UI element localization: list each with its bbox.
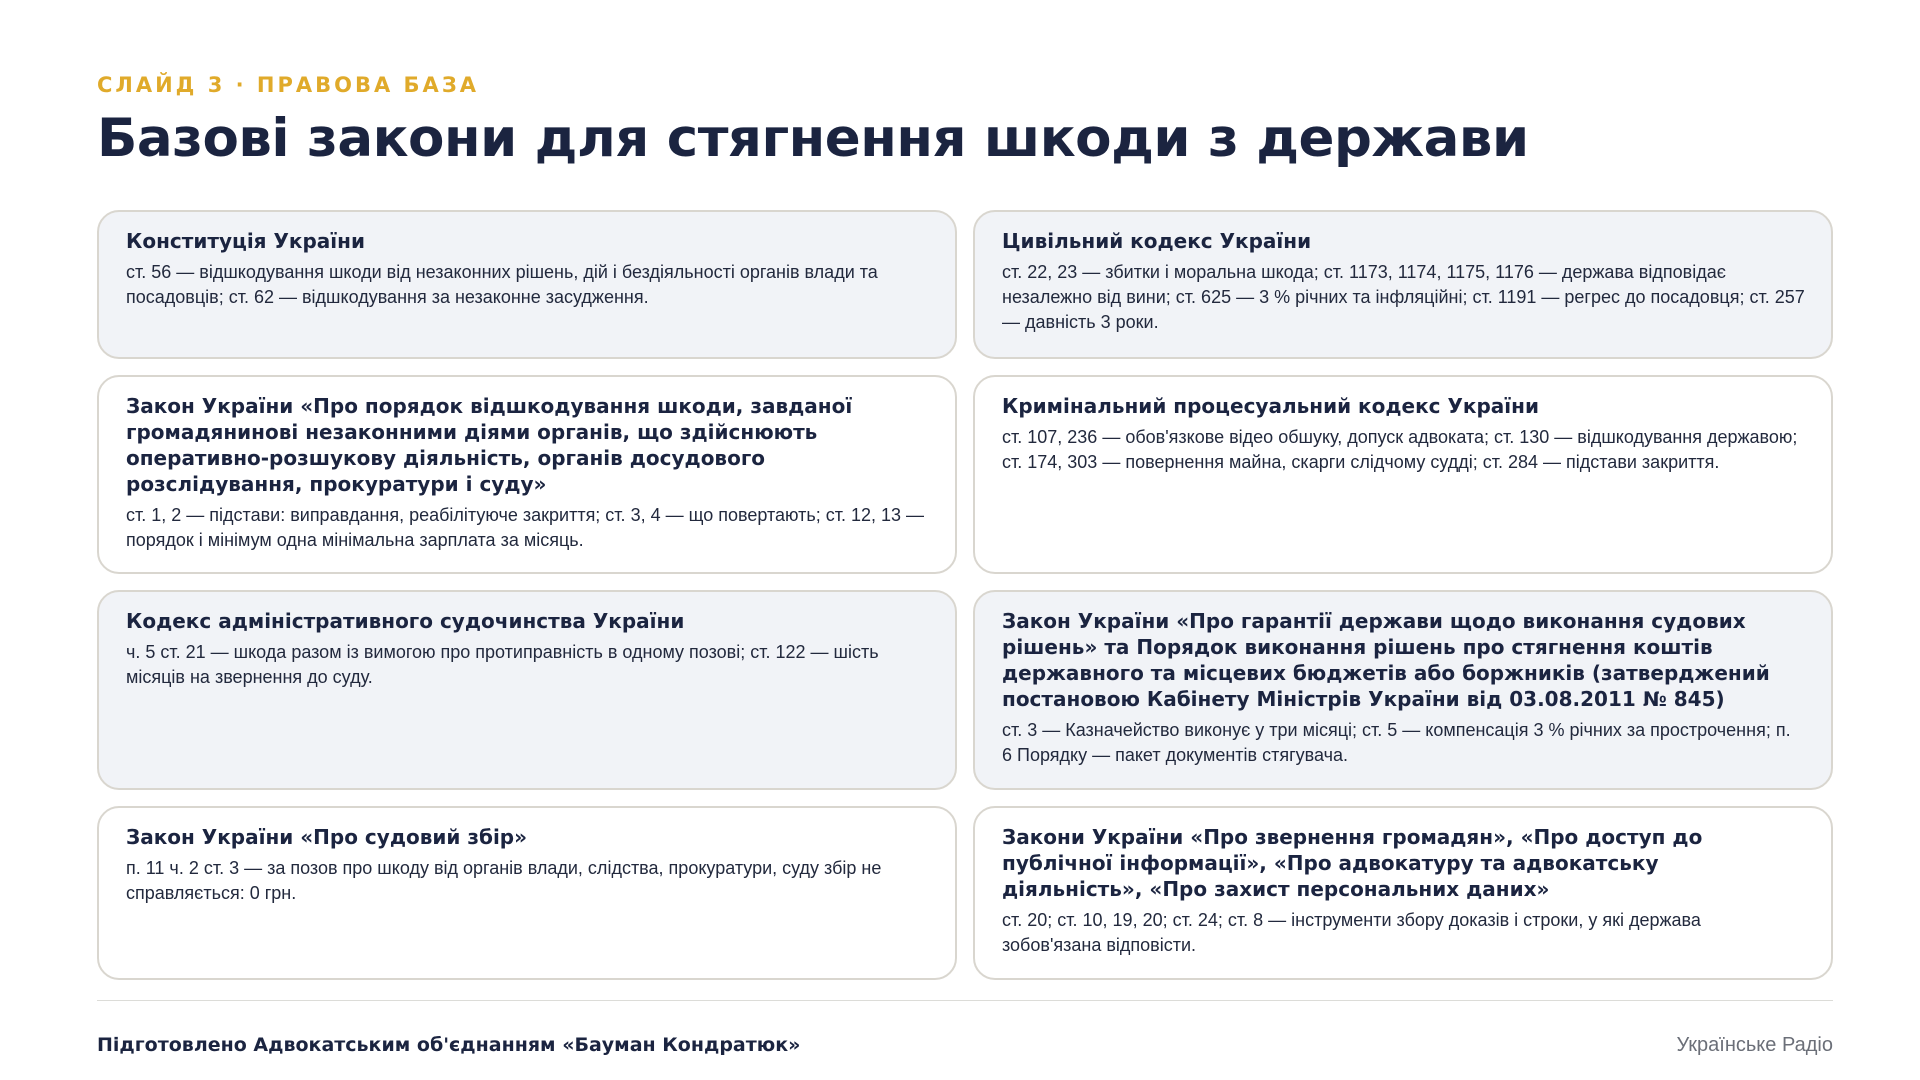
law-card-title: Конституція України (126, 229, 365, 253)
law-card-title: Закони України «Про звернення громадян», «Про доступ до публічної інформації», «Про адвокатуру та адвокатську діяльність», «Про захист персональних даних» (1002, 825, 1703, 901)
slide (97, 0, 1833, 1080)
law-card-body: п. 11 ч. 2 ст. 3 — за позов про шкоду від органів влади, слідства, прокуратури, суду збір не справляється: 0 грн. (126, 858, 882, 903)
law-card-criminal-procedure-code (973, 375, 1833, 574)
law-card-title: Закон України «Про судовий збір» (126, 825, 528, 849)
footer-source: Українське Радіо (1676, 1034, 1833, 1056)
footer-divider (97, 1000, 1833, 1001)
slide-eyebrow: СЛАЙД 3 · ПРАВОВА БАЗА (97, 73, 479, 97)
law-card-court-fee-law (97, 806, 957, 980)
footer-prepared-by: Підготовлено Адвокатським об'єднанням «Бауман Кондратюк» (97, 1034, 801, 1056)
law-card-title: Кодекс адміністративного судочинства України (126, 609, 685, 633)
law-card-civil-code (973, 210, 1833, 359)
law-card-body: ст. 107, 236 — обов'язкове відео обшуку, допуск адвоката; ст. 130 — відшкодування державою; ст. 174, 303 — повернення майна, скарги слідчому судді; ст. 284 — підстави закриття. (1002, 427, 1798, 472)
law-card-constitution (97, 210, 957, 359)
law-card-title: Закон України «Про порядок відшкодування шкоди, завданої громадянинові незаконними діями органів, що здійснюють оперативно-розшукову діяльність, органів досудового розслідування, прокуратури і суду» (126, 394, 853, 496)
law-card-body: ст. 56 — відшкодування шкоди від незаконних рішень, дій і бездіяльності органів влади та посадовців; ст. 62 — відшкодування за незаконне засудження. (126, 262, 878, 307)
law-card-state-guarantees-law (973, 590, 1833, 790)
law-card-compensation-law (97, 375, 957, 574)
law-card-body: ст. 3 — Казначейство виконує у три місяці; ст. 5 — компенсація 3 % річних за прострочення; п. 6 Порядку — пакет документів стягувача. (1002, 720, 1791, 765)
law-card-body: ст. 20; ст. 10, 19, 20; ст. 24; ст. 8 — інструменти збору доказів і строки, у які держава зобов'язана відповісти. (1002, 910, 1701, 955)
law-card-title: Цивільний кодекс України (1002, 229, 1312, 253)
law-card-body: ч. 5 ст. 21 — шкода разом із вимогою про протиправність в одному позові; ст. 122 — шість місяців на звернення до суду. (126, 642, 879, 687)
slide-title: Базові закони для стягнення шкоди з держави (97, 108, 1529, 169)
law-card-title: Закон України «Про гарантії держави щодо виконання судових рішень» та Порядок виконання рішень про стягнення коштів державного та місцевих бюджетів або боржників (затверджений постановою Кабінету Міністрів України від 03.08.2011 № 845) (1002, 609, 1770, 711)
law-card-body: ст. 22, 23 — збитки і моральна шкода; ст. 1173, 1174, 1175, 1176 — держава відповідає незалежно від вини; ст. 625 — 3 % річних та інфляційні; ст. 1191 — регрес до посадовця; ст. 257 — давність 3 роки. (1002, 262, 1805, 332)
law-card-body: ст. 1, 2 — підстави: виправдання, реабілітуюче закриття; ст. 3, 4 — що повертають; ст. 12, 13 — порядок і мінімум одна мінімальна зарплата за місяць. (126, 505, 925, 550)
law-card-administrative-code (97, 590, 957, 790)
law-card-title: Кримінальний процесуальний кодекс України (1002, 394, 1539, 418)
laws-grid (97, 210, 1833, 980)
law-card-citizen-appeals-laws (973, 806, 1833, 980)
